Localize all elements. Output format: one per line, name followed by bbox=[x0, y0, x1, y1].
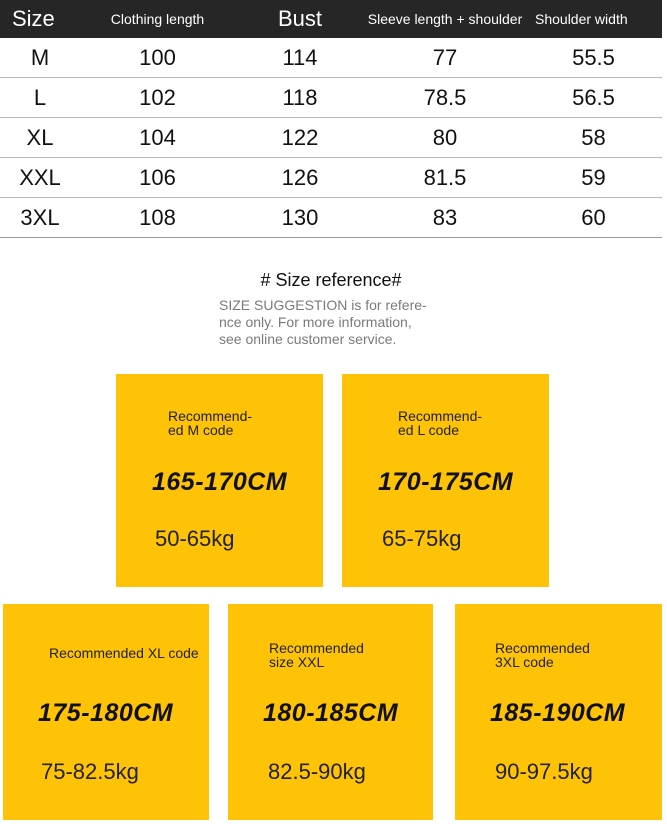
cell-sleeve-length: 80 bbox=[365, 118, 525, 158]
cell-clothing-length: 104 bbox=[80, 118, 235, 158]
cell-sleeve-length: 78.5 bbox=[365, 78, 525, 118]
cell-size: M bbox=[0, 38, 80, 78]
table-row bbox=[0, 38, 662, 78]
card-weight-range: 65-75kg bbox=[382, 526, 462, 551]
size-card-m bbox=[116, 374, 323, 587]
table-row bbox=[0, 198, 662, 238]
cell-clothing-length: 106 bbox=[80, 158, 235, 198]
header-bust: Bust bbox=[235, 0, 365, 38]
cell-shoulder-width: 59 bbox=[525, 158, 662, 198]
card-recommendation: Recommended XL code bbox=[49, 645, 199, 661]
cell-shoulder-width: 58 bbox=[525, 118, 662, 158]
cell-bust: 130 bbox=[235, 198, 365, 238]
cell-bust: 118 bbox=[235, 78, 365, 118]
header-shoulder-width: Shoulder width bbox=[525, 0, 662, 38]
header-sleeve-length: Sleeve length + shoulder bbox=[365, 0, 525, 38]
card-weight-range: 75-82.5kg bbox=[41, 759, 139, 784]
size-card-l bbox=[342, 374, 549, 587]
card-weight-range: 90-97.5kg bbox=[495, 759, 593, 784]
cell-size: 3XL bbox=[0, 198, 80, 238]
card-height-range: 175-180CM bbox=[38, 699, 174, 727]
card-recommendation: Recommend- ed M code bbox=[168, 408, 253, 438]
table-row bbox=[0, 78, 662, 118]
cell-bust: 126 bbox=[235, 158, 365, 198]
cell-sleeve-length: 77 bbox=[365, 38, 525, 78]
cell-shoulder-width: 55.5 bbox=[525, 38, 662, 78]
cell-bust: 114 bbox=[235, 38, 365, 78]
cell-sleeve-length: 81.5 bbox=[365, 158, 525, 198]
cell-size: XXL bbox=[0, 158, 80, 198]
header-size: Size bbox=[0, 0, 80, 38]
card-height-range: 165-170CM bbox=[152, 468, 288, 496]
cell-shoulder-width: 60 bbox=[525, 198, 662, 238]
card-weight-range: 50-65kg bbox=[155, 526, 235, 551]
size-card-xxl bbox=[228, 604, 433, 820]
cell-clothing-length: 102 bbox=[80, 78, 235, 118]
header-clothing-length: Clothing length bbox=[80, 0, 235, 38]
cell-size: L bbox=[0, 78, 80, 118]
cell-sleeve-length: 83 bbox=[365, 198, 525, 238]
card-recommendation: Recommended 3XL code bbox=[495, 640, 590, 670]
cell-clothing-length: 100 bbox=[80, 38, 235, 78]
card-height-range: 180-185CM bbox=[263, 699, 399, 727]
size-card-3xl bbox=[455, 604, 662, 820]
size-reference-title: # Size reference# bbox=[260, 270, 402, 290]
cell-shoulder-width: 56.5 bbox=[525, 78, 662, 118]
card-weight-range: 82.5-90kg bbox=[268, 759, 366, 784]
card-recommendation: Recommended size XXL bbox=[269, 640, 364, 670]
size-card-xl bbox=[3, 604, 209, 820]
card-height-range: 185-190CM bbox=[490, 699, 626, 727]
cell-size: XL bbox=[0, 118, 80, 158]
table-row bbox=[0, 158, 662, 198]
size-suggestion-note: SIZE SUGGESTION is for refere- nce only. For more information, see online customer service. bbox=[219, 297, 427, 347]
card-height-range: 170-175CM bbox=[378, 468, 514, 496]
size-table-header bbox=[0, 0, 662, 38]
cell-clothing-length: 108 bbox=[80, 198, 235, 238]
table-row bbox=[0, 118, 662, 158]
cell-bust: 122 bbox=[235, 118, 365, 158]
card-recommendation: Recommend- ed L code bbox=[398, 408, 483, 438]
size-table bbox=[0, 0, 662, 238]
